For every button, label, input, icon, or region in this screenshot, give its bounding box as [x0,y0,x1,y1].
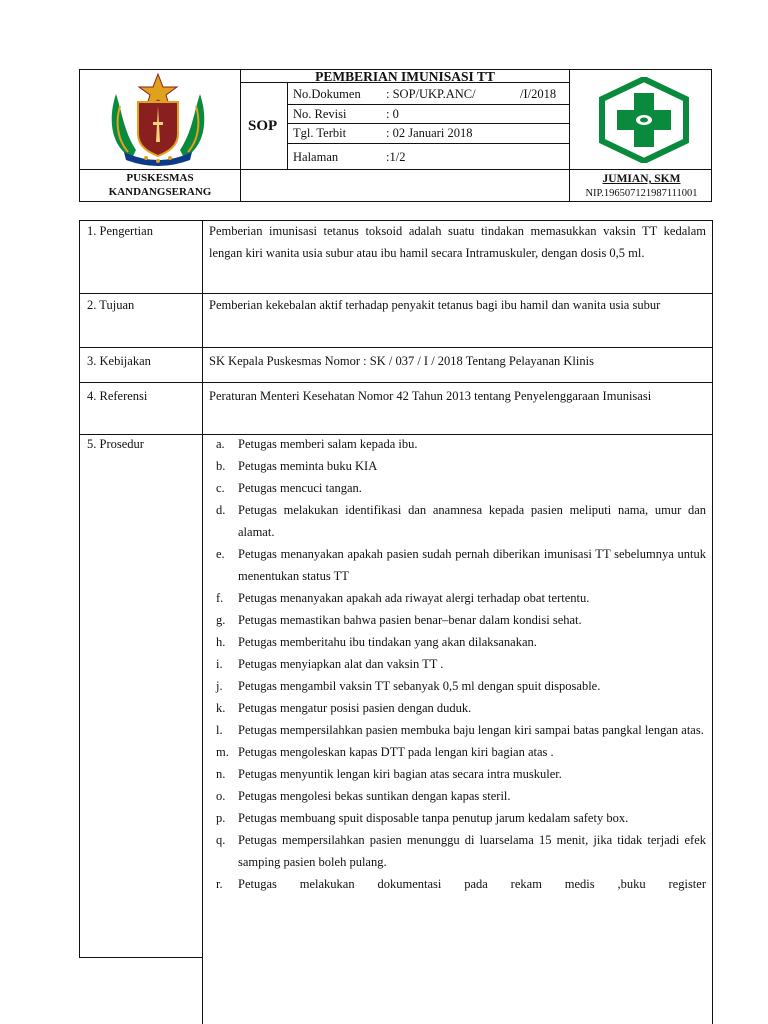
procedure-step: o. Petugas mengolesi bekas suntikan dengan kapas steril. [216,789,511,803]
section-label-referensi: 4. Referensi [87,389,148,403]
procedure-list [209,433,706,895]
procedure-step: g. Petugas memastikan bahwa pasien benar–benar dalam kondisi sehat. [216,613,582,627]
sop-label: SOP [248,118,278,134]
revision-value: : 0 [386,107,399,121]
procedure-step: b. Petugas meminta buku KIA [216,459,378,473]
header-divider [287,104,569,105]
procedure-step: f. Petugas menanyakan apakah ada riwayat alergi terhadap obat tertentu. [216,591,590,605]
issue-date-label: Tgl. Terbit [293,126,347,140]
procedure-step: i. Petugas menyiapkan alat dan vaksin TT . [216,657,444,671]
table-border [712,220,713,1024]
header-divider [80,169,712,170]
procedure-step: l. Petugas mempersilahkan pasien membuka baju lengan kiri sampai batas pangkal lengan atas. [216,723,704,737]
procedure-step: r. Petugas melakukan dokumentasi pada rekam medis ,buku register [216,877,706,891]
header-divider [240,70,241,202]
table-border [79,382,713,383]
procedure-step: e. Petugas menanyakan apakah pasien sudah pernah diberikan imunisasi TT sebelumnya untuk menentukan status TT [216,547,706,583]
procedure-step: q. Petugas mempersilahkan pasien menunggu di luarselama 15 menit, jika tidak terjadi efek samping pasien boleh pulang. [216,833,706,869]
header-divider [287,123,569,124]
procedure-step: h. Petugas memberitahu ibu tindakan yang akan dilaksanakan. [216,635,537,649]
section-text-kebijakan: SK Kepala Puskesmas Nomor : SK / 037 / I / 2018 Tentang Pelayanan Klinis [209,354,594,368]
sop-content-table [79,220,713,1024]
page-label: Halaman [293,150,339,164]
section-label-pengertian: 1. Pengertian [87,224,153,238]
issue-date-value: : 02 Januari 2018 [386,126,473,140]
org-name-line1: PUSKESMAS [126,172,194,184]
revision-label: No. Revisi [293,107,347,121]
section-text-tujuan: Pemberian kekebalan aktif terhadap penyakit tetanus bagi ibu hamil dan wanita usia subur [209,298,661,312]
regency-emblem-icon [102,72,214,166]
table-border [79,347,713,348]
procedure-step: m. Petugas mengoleskan kapas DTT pada lengan kiri bagian atas . [216,745,554,759]
procedure-step: c. Petugas mencuci tangan. [216,481,362,495]
section-text-pengertian: Pemberian imunisasi tetanus toksoid adalah suatu tindakan memasukkan vaksin TT kedalam lengan kiri wanita usia subur atau ibu hamil secara Intramuskuler, dengan dosis 0,5 ml. [209,224,706,260]
document-title: PEMBERIAN IMUNISASI TT [315,69,495,84]
table-border [79,220,80,957]
procedure-step: d. Petugas melakukan identifikasi dan anamnesa kepada pasien meliputi nama, umur dan alamat. [216,503,706,539]
health-cross-logo-icon [596,77,692,163]
procedure-step: k. Petugas mengatur posisi pasien dengan duduk. [216,701,472,715]
section-text-referensi: Peraturan Menteri Kesehatan Nomor 42 Tahun 2013 tentang Penyelenggaraan Imunisasi [209,389,652,403]
section-label-kebijakan: 3. Kebijakan [87,354,151,368]
org-name-line2: KANDANGSERANG [108,186,212,198]
section-label-prosedur: 5. Prosedur [87,437,144,451]
document-header [79,69,712,202]
procedure-step: p. Petugas membuang spuit disposable tanpa penutup jarum kedalam safety box. [216,811,629,825]
header-divider [287,143,569,144]
doc-number-label: No.Dokumen [293,87,361,101]
procedure-step: n. Petugas menyuntik lengan kiri bagian atas secara intra muskuler. [216,767,562,781]
doc-number-value: : SOP/UKP.ANC/ [386,87,476,101]
page-value: :1/2 [386,150,406,164]
table-border [202,220,203,1024]
signer-name: JUMIAN, SKM [602,173,681,185]
table-border [79,957,202,958]
doc-number-suffix: /I/2018 [520,87,557,101]
header-divider [287,82,288,169]
section-label-tujuan: 2. Tujuan [87,298,135,312]
procedure-step: a. Petugas memberi salam kepada ibu. [216,437,418,451]
procedure-step: j. Petugas mengambil vaksin TT sebanyak 0,5 ml dengan spuit disposable. [216,679,601,693]
signer-nip: NIP.196507121987111001 [585,188,698,199]
